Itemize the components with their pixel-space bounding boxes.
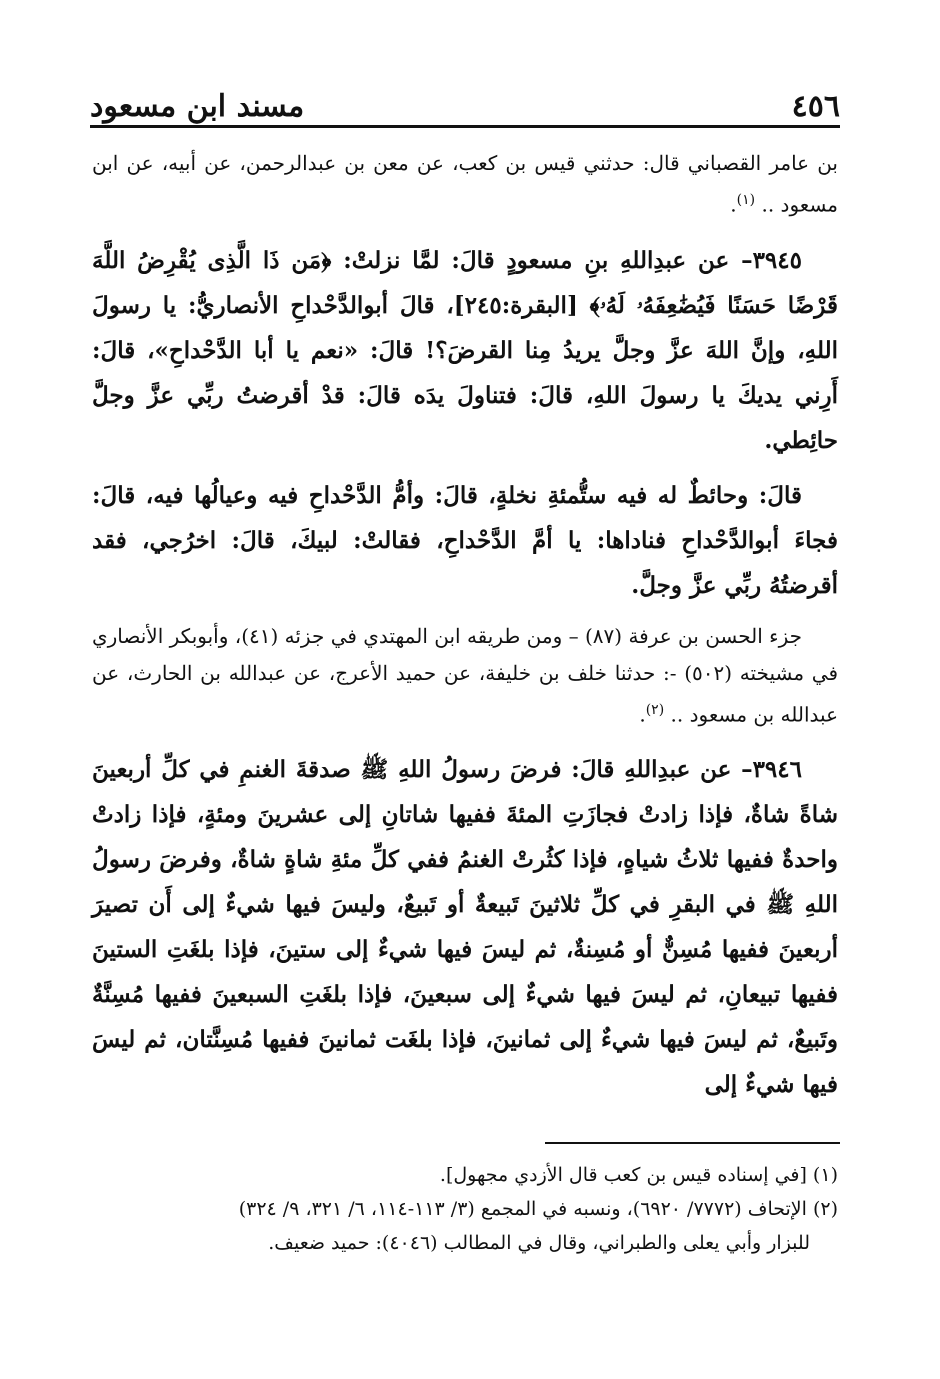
footnotes (92, 1158, 838, 1260)
isnad-paragraph: جزء الحسن بن عرفة (٨٧) – ومن طريقه ابن المهتدي في جزئه (٤١)، وأبوبكر الأنصاري في مشيخته (٥٠٢) -: حدثنا خلف بن خليفة، عن حميد الأعرج، عن عبدالله بن الحارث، عن عبدالله بن مسعود .. $^{(٢)}$. (91, 623, 839, 727)
page-header (90, 82, 840, 122)
paragraph-text: جزء الحسن بن عرفة (٨٧) – ومن طريقه ابن المهتدي في جزئه (٤١)، وأبوبكر الأنصاري في مشيخته (٥٠٢) -: حدثنا خلف بن خليفة، عن حميد الأعرج، عن عبدالله بن الحارث، عن عبدالله بن مسعود .. (91, 623, 839, 727)
paragraph-text: ٣٩٤٥– عن عبدِاللهِ بنِ مسعودٍ قالَ: لمَّا نزلتْ: ﴿مَن ذَا الَّذِى يُقْرِضُ اللَّهَ قَرْضًا حَسَنًا فَيُضَٰعِفَهُۥ لَهُۥ﴾ [البقرة:٢٤٥]، قالَ أبوالدَّحْداحِ الأنصاريُّ: يا رسولَ اللهِ، وإنَّ اللهَ عزَّ وجلَّ يريدُ مِنا القرضَ؟! قالَ: «نعم يا أبا الدَّحْداحِ»، قالَ: أَرِني يديكَ يا رسولَ اللهِ، قالَ: فتناولَ يدَه قالَ: قدْ أقرضتُ ربِّي عزَّ وجلَّ حائِطي. (92, 246, 838, 454)
main-text (92, 145, 838, 1117)
footnote-2-continued: للبزار وأبي يعلى والطبراني، وقال في المطالب (٤٠٤٦): حميد ضعيف. (268, 1232, 810, 1254)
footnote-2: (٢) الإتحاف (٧٧٧٢/ ٦٩٢٠)، ونسبه في المجمع (٣/ ١١٣-١١٤، ٦/ ٣٢١، ٩/ ٣٢٤) (238, 1198, 838, 1220)
paragraph-text: ٣٩٤٦– عن عبدِاللهِ قالَ: فرضَ رسولُ اللهِ ﷺ صدقةَ الغنمِ في كلِّ أربعينَ شاةً شاةٌ، فإذا زادتْ فجازَتِ المئةَ ففيها شاتانِ إلى عشرينَ ومئةٍ، فإذا زادتْ واحدةٌ ففيها ثلاثُ شياهٍ، فإذا كثُرتْ الغنمُ ففي كلِّ مئةِ شاةٍ شاةٌ، وفرضَ رسولُ اللهِ ﷺ في البقرِ في كلِّ ثلاثينَ تَبيعةٌ أو تَبيعٌ، وليسَ فيها شيءٌ إلى أَن تصيرَ أربعينَ ففيها مُسِنٌّ أو مُسِنةٌ، ثم ليسَ فيها شيءٌ إلى ستينَ، فإذا بلغَتِ الستينَ ففيها تبيعانِ، ثم ليسَ فيها شيءٌ إلى سبعينَ، فإذا بلغَتِ السبعينَ ففيها مُسِنَّةٌ وتَبيعٌ، ثم ليسَ فيها شيءٌ إلى ثمانينَ، فإذا بلغَت ثمانينَ ففيها مُسِنَّتان، ثم ليسَ فيها شيءٌ إلى (92, 756, 838, 1099)
header-rule (90, 125, 840, 128)
book-title: مسند ابن مسعود (90, 89, 305, 124)
footnote-marker: (١) (736, 192, 756, 208)
isnad-paragraph: بن عامر القصباني قال: حدثني قيس بن كعب، عن معن بن عبدالرحمن، عن أبيه، عن ابن مسعود .. $^{(١)}$. (92, 151, 838, 217)
footnote-separator (545, 1142, 840, 1144)
footnote-marker: (٢) (645, 701, 665, 718)
footnote-1: (١) [في إسناده قيس بن كعب قال الأزدي مجهول]. (439, 1164, 838, 1186)
page-number: ٤٥٦ (791, 89, 840, 124)
hadith-continuation (92, 473, 838, 608)
hadith-3945 (92, 238, 838, 463)
paragraph-text: بن عامر القصباني قال: حدثني قيس بن كعب، عن معن بن عبدالرحمن، عن أبيه، عن ابن مسعود .. (92, 151, 838, 217)
paragraph-text: قالَ: وحائطٌ له فيه ستُّمئةِ نخلةٍ، قالَ: وأمُّ الدَّحْداحِ فيه وعيالُها فيه، قالَ: فجاءَ أبوالدَّحْداحِ فناداها: يا أمَّ الدَّحْداحِ، فقالتْ: لبيكَ، قالَ: اخرُجي، فقد أقرضتُهُ ربِّي عزَّ وجلَّ. (92, 481, 838, 599)
hadith-3946 (92, 747, 838, 1107)
